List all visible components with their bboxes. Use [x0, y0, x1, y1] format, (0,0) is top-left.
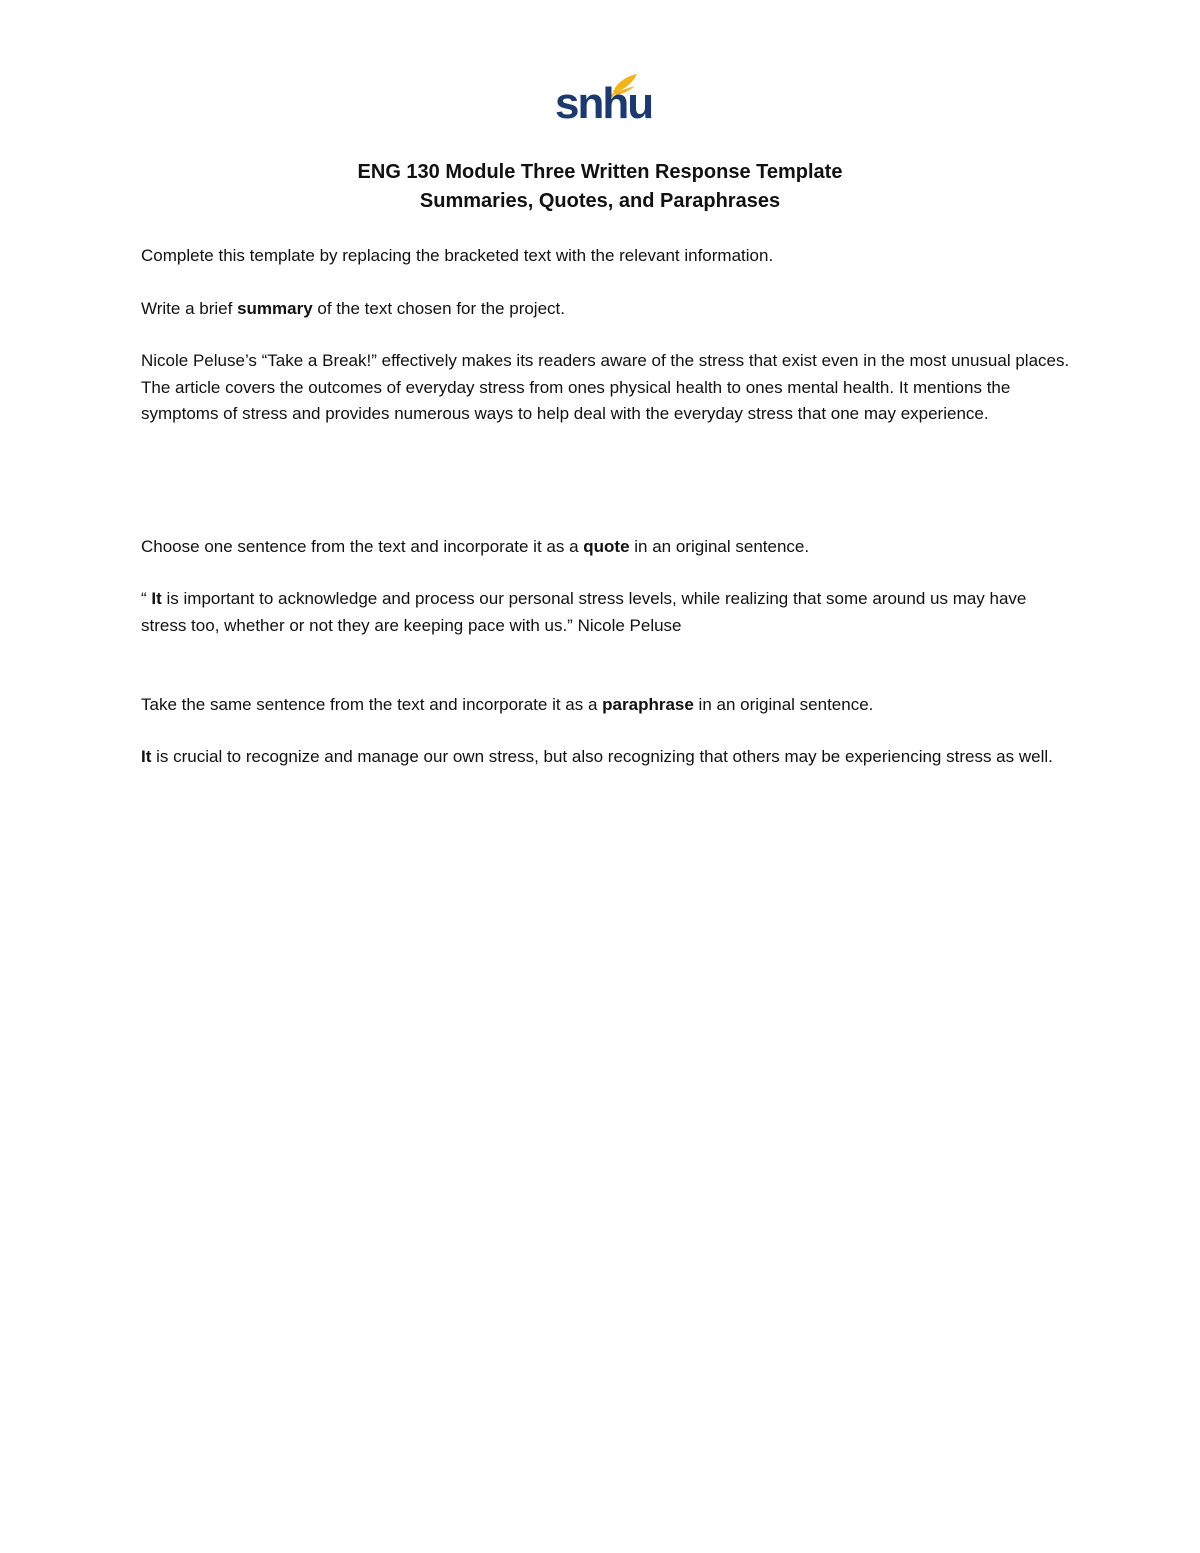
snhu-logo [555, 72, 653, 134]
quote-response [141, 586, 1071, 639]
paraphrase-prompt-after: in an original sentence. [693, 695, 874, 714]
paraphrase-response [141, 744, 1071, 771]
summary-prompt-keyword: summary [237, 299, 313, 318]
page-subtitle: Summaries, Quotes, and Paraphrases [419, 190, 781, 212]
paraphrase-prompt-keyword: paraphrase [602, 695, 694, 714]
quote-open-mark: “ [141, 589, 152, 608]
summary-prompt-after: of the text chosen for the project. [312, 299, 565, 318]
logo-text: snhu [555, 79, 653, 128]
summary-prompt-before: Write a brief [141, 299, 238, 318]
page-title: ENG 130 Module Three Written Response Template [357, 161, 843, 183]
paraphrase-prompt-before: Take the same sentence from the text and incorporate it as a [141, 695, 603, 714]
summary-text: Nicole Peluse’s “Take a Break!” effectively makes its readers aware of the stress that exist even in the most unusual places. The article covers the outcomes of everyday stress from ones physical health to ones mental health. It mentions the symptoms of stress and provides numerous ways to help deal with the everyday stress that one may experience. [141, 351, 1070, 423]
quote-prompt [141, 534, 1071, 561]
paraphrase-prompt [141, 692, 1071, 719]
quote-first-word: It [151, 589, 162, 608]
paraphrase-first-word: It [141, 747, 152, 766]
quote-text: is important to acknowledge and process our personal stress levels, while realizing that some around us may have stress too, whether or not they are keeping pace with us.” Nicole Peluse [141, 589, 1027, 635]
summary-prompt [141, 296, 1071, 323]
quote-prompt-before: Choose one sentence from the text and incorporate it as a [141, 537, 584, 556]
summary-response [141, 348, 1071, 428]
quote-prompt-keyword: quote [583, 537, 630, 556]
paraphrase-text: is crucial to recognize and manage our own stress, but also recognizing that others may be experiencing stress as well. [151, 747, 1053, 766]
intro-instruction [141, 243, 1071, 270]
title-block [0, 158, 1200, 216]
quote-prompt-after: in an original sentence. [629, 537, 810, 556]
intro-text: Complete this template by replacing the bracketed text with the relevant information. [141, 246, 774, 265]
